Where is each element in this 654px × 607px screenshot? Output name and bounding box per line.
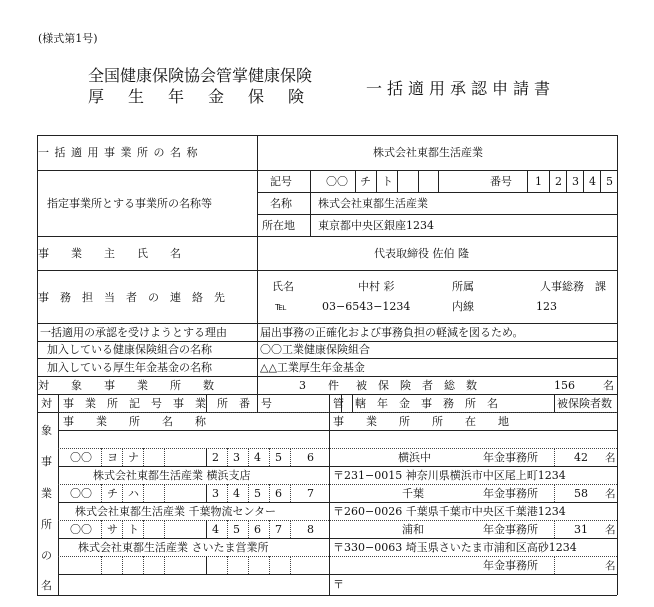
kigou-box-1: 〇〇: [326, 175, 348, 188]
label-shozaichi: 所在地: [262, 219, 295, 232]
office-2-mei: 名: [605, 488, 616, 500]
reason-value: 届出事務の正確化および事務負担の軽減を図るため。: [260, 326, 524, 339]
meisho-value: 株式会社東都生活産業: [318, 197, 428, 210]
side-label-2: 象: [41, 424, 52, 437]
office-1-name: 株式会社東都生活産業 横浜支店: [93, 469, 251, 482]
bangou-digit-1: 1: [535, 175, 542, 188]
office-2-bangou-2: 4: [233, 487, 240, 500]
col-office: 事 業 所 名 称: [63, 415, 206, 428]
office-1-kankatsu: 横浜中: [398, 451, 431, 464]
office-3-bangou-1: 4: [212, 523, 219, 536]
office-empty-mei: 名: [605, 560, 616, 572]
office-3-bangou-3: 6: [254, 523, 261, 536]
office-name-value: 株式会社東都生活産業: [373, 146, 483, 159]
label-bangou: 番号: [490, 175, 512, 188]
side-label-4: 業: [41, 487, 52, 500]
office-1-bangou-3: 4: [254, 451, 261, 464]
office-2-bangou-5: 7: [307, 487, 314, 500]
office-1-nenkin-label: 年金事務所: [483, 451, 538, 464]
office-2-nenkin-label: 年金事務所: [483, 487, 538, 500]
title-health-insurance: 全国健康保険協会管掌健康保険: [88, 66, 313, 85]
label-owner: 事 業 主 氏 名: [38, 247, 181, 260]
bangou-digit-3: 3: [572, 175, 579, 188]
office-1-bangou-1: 2: [212, 451, 219, 464]
office-2-bangou-3: 5: [254, 487, 261, 500]
kigou-box-3: ト: [382, 175, 393, 188]
health-union-value: 〇〇工業健康保険組合: [260, 343, 370, 356]
office-1-kigou-3: ナ: [128, 451, 139, 464]
label-naisen: 内線: [452, 300, 474, 313]
office-3-kigou-1: 〇〇: [70, 523, 92, 536]
office-2-bangou-4: 6: [275, 487, 282, 500]
office-3-bangou-2: 5: [233, 523, 240, 536]
office-2-kigou-1: 〇〇: [70, 487, 92, 500]
office-1-kigou-1: 〇〇: [70, 451, 92, 464]
label-target-count: 対 象 事 業 所 数: [38, 379, 214, 392]
side-label-7: 名: [41, 579, 52, 592]
bangou-digit-4: 4: [589, 175, 596, 188]
office-2-bangou-1: 3: [212, 487, 219, 500]
shozaichi-value: 東京都中央区銀座1234: [318, 219, 434, 232]
form-number: (様式第1号): [38, 32, 98, 45]
label-mei: 名: [603, 379, 614, 392]
label-meisho: 名称: [270, 197, 292, 210]
label-shozoku: 所属: [452, 280, 474, 293]
office-1-bangou-4: 5: [275, 451, 282, 464]
tel-value: 03−6543−1234: [322, 300, 411, 313]
office-3-mei: 名: [605, 524, 616, 536]
office-3-bangou-4: 7: [275, 523, 282, 536]
label-designated: 指定事業所とする事業所の名称等: [47, 197, 212, 210]
office-3-kigou-3: ト: [128, 523, 139, 536]
side-label-6: の: [41, 549, 52, 562]
office-2-address: 〒260−0026 千葉県千葉市中央区千葉港1234: [333, 505, 566, 518]
label-health-union: 加入している健康保険組合の名称: [47, 343, 212, 356]
office-1-bangou-5: 6: [307, 451, 314, 464]
owner-value: 代表取締役 佐伯 隆: [374, 247, 469, 260]
office-3-address: 〒330−0063 埼玉県さいたま市浦和区高砂1234: [333, 541, 577, 554]
label-shimei: 氏名: [272, 280, 294, 293]
office-1-kigou-2: ヨ: [107, 451, 118, 464]
label-kigou: 記号: [270, 175, 292, 188]
target-count-value: 3: [299, 379, 306, 392]
label-contact: 事 務 担 当 者 の 連 絡 先: [38, 291, 225, 304]
pension-fund-value: △△工業厚生年金基金: [260, 361, 365, 374]
col-insured: 被保険者数: [557, 397, 612, 410]
office-1-insured: 42: [574, 451, 588, 464]
office-empty-nenkin-label: 年金事務所: [483, 559, 538, 572]
office-empty-postal: 〒: [333, 578, 344, 591]
col-kankatsu: 管 轄 年 金 事 務 所 名: [333, 397, 498, 410]
label-office-name: 一 括 適 用 事 業 所 の 名 称: [38, 146, 199, 159]
dept-value: 人事総務 課: [540, 280, 606, 293]
label-pension-fund: 加入している厚生年金基金の名称: [47, 361, 212, 374]
title-main: 一括適用承認申請書: [366, 79, 556, 98]
title-pension: 厚 生 年 金 保 険: [88, 87, 309, 106]
label-insured-total: 被 保 険 者 総 数: [356, 379, 477, 392]
col-kigou-bangou: 事 業 所 記 号 事 業 所 番 号: [63, 397, 272, 410]
office-1-bangou-2: 3: [233, 451, 240, 464]
office-2-insured: 58: [574, 487, 588, 500]
label-tel: ℡: [275, 300, 287, 313]
office-3-kigou-2: サ: [107, 523, 118, 536]
bangou-digit-2: 2: [555, 175, 562, 188]
office-2-kigou-2: チ: [107, 487, 118, 500]
insured-total-value: 156: [554, 379, 575, 392]
office-3-kankatsu: 浦和: [402, 523, 424, 536]
office-3-nenkin-label: 年金事務所: [483, 523, 538, 536]
side-label-3: 事: [41, 455, 52, 468]
label-ken: 件: [328, 379, 339, 392]
office-1-mei: 名: [605, 452, 616, 464]
naisen-value: 123: [536, 300, 557, 313]
col-address: 事 業 所 所 在 地: [333, 415, 509, 428]
kigou-box-2: チ: [360, 175, 371, 188]
office-3-name: 株式会社東都生活産業 さいたま営業所: [78, 541, 269, 554]
side-label-5: 所: [41, 518, 52, 531]
office-2-name: 株式会社東都生活産業 千葉物流センター: [75, 505, 277, 518]
office-2-kankatsu: 千葉: [402, 487, 424, 500]
contact-name-value: 中村 彩: [358, 280, 395, 293]
bangou-digit-5: 5: [606, 175, 613, 188]
office-2-kigou-3: ハ: [128, 487, 139, 500]
label-reason: 一括適用の承認を受けようとする理由: [40, 326, 227, 339]
office-3-bangou-5: 8: [307, 523, 314, 536]
office-1-address: 〒231−0015 神奈川県横浜市中区尾上町1234: [333, 469, 566, 482]
side-label-1: 対: [41, 397, 52, 410]
office-3-insured: 31: [574, 523, 588, 536]
